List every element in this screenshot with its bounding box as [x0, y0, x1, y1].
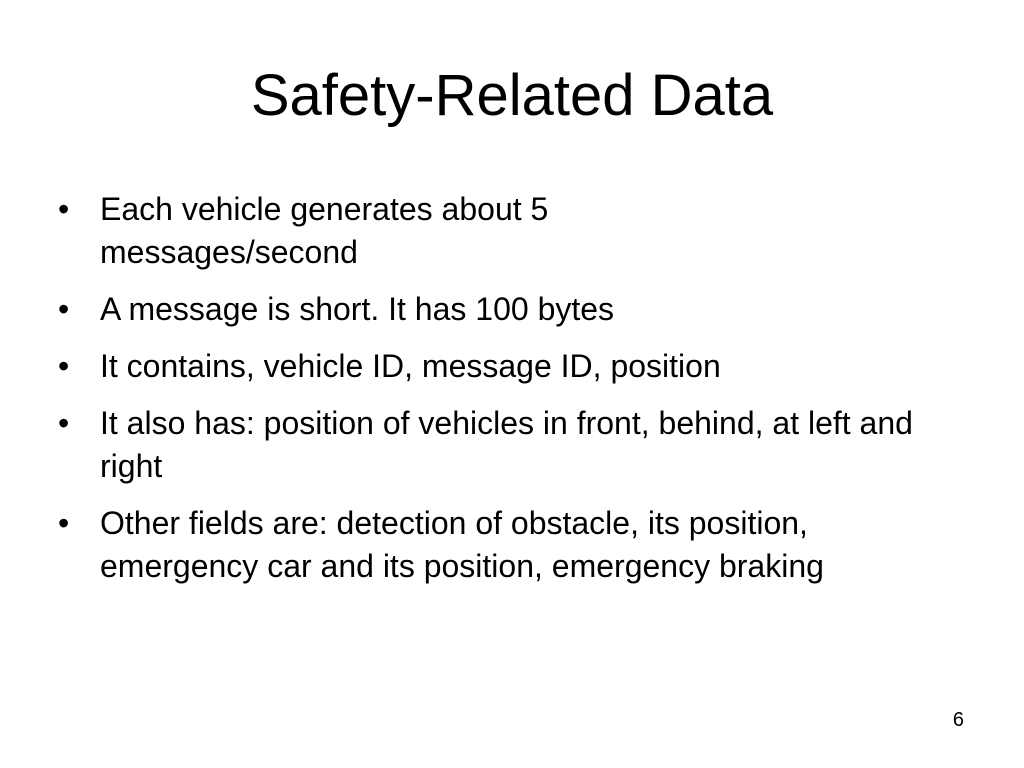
bullet-item-4 — [58, 402, 958, 488]
bullet-text: It also has: position of vehicles in front, behind, at left and right — [100, 405, 913, 484]
bullet-icon: • — [58, 191, 70, 227]
bullet-list — [58, 188, 958, 602]
bullet-item-2 — [58, 288, 958, 331]
bullet-item-5 — [58, 502, 958, 588]
bullet-text: A message is short. It has 100 bytes — [100, 291, 615, 327]
bullet-icon: • — [58, 348, 70, 384]
bullet-text: Other fields are: detection of obstacle, its position, emergency car and its position, emergency braking — [100, 505, 824, 584]
bullet-text: Each vehicle generates about 5 messages/second — [100, 191, 549, 270]
slide-title: Safety-Related Data — [250, 63, 774, 128]
bullet-item-3 — [58, 345, 958, 388]
bullet-icon: • — [58, 405, 70, 441]
bullet-icon: • — [58, 505, 70, 541]
page-number: 6 — [952, 709, 964, 731]
bullet-item-1 — [58, 188, 958, 274]
bullet-icon: • — [58, 291, 70, 327]
bullet-text: It contains, vehicle ID, message ID, position — [100, 348, 721, 384]
